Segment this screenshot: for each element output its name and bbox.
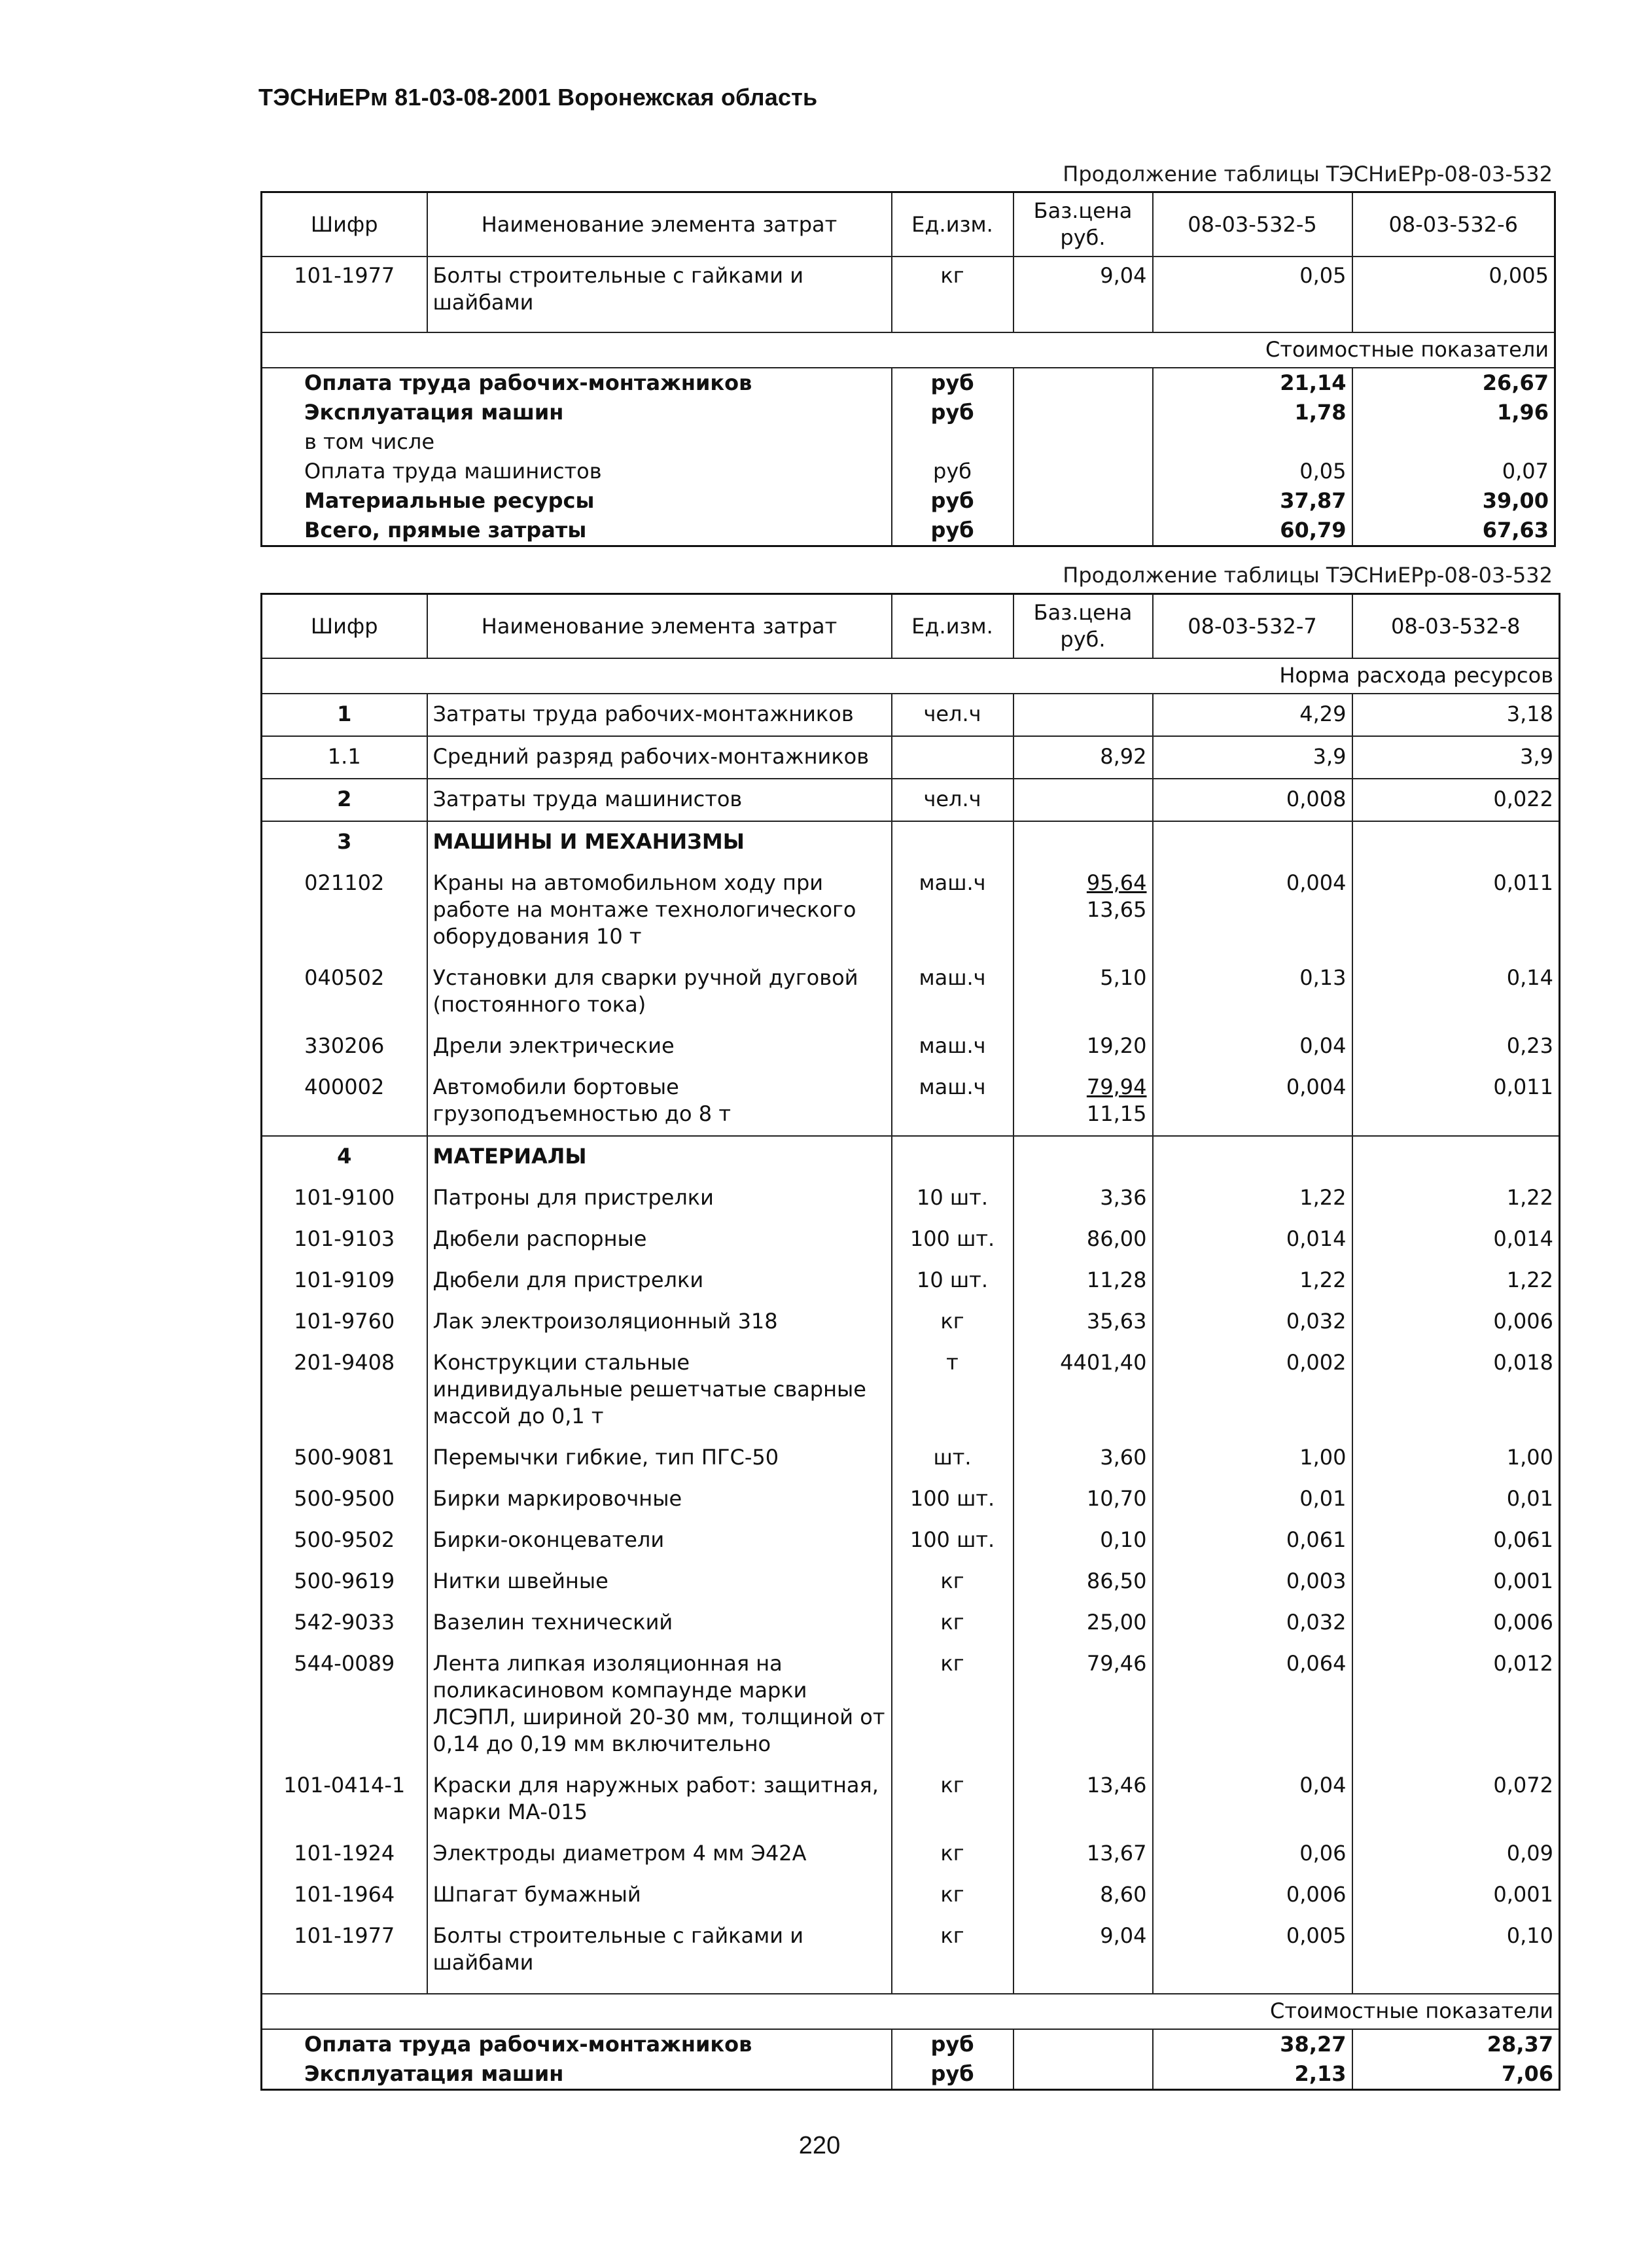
row-value-a: 0,008 (1153, 779, 1352, 821)
row-unit: маш.ч (892, 863, 1013, 958)
row-code: 4 (262, 1136, 427, 1178)
base-price-value: 95,64 (1086, 870, 1147, 895)
row-name: Лак электроизоляционный 318 (427, 1302, 892, 1343)
row-value-b: 0,006 (1493, 1309, 1553, 1334)
row-unit: маш.ч (892, 1067, 1013, 1136)
row-unit: чел.ч (892, 779, 1013, 821)
row-value-b: 0,23 (1506, 1033, 1553, 1058)
row-unit: маш.ч (892, 1026, 1013, 1067)
row-base-price (1013, 1916, 1153, 1984)
row-value-b: 0,072 (1493, 1773, 1553, 1798)
row-value-b: 3,9 (1352, 736, 1560, 779)
table-row (262, 1644, 1560, 1765)
row-unit: чел.ч (892, 694, 1013, 736)
row-value-a: 0,032 (1153, 1302, 1352, 1343)
row-value-a: 0,002 (1153, 1343, 1352, 1438)
row-name: Дрели электрические (427, 1026, 892, 1067)
cost-base-price (1013, 2059, 1153, 2090)
row-value-a: 1,22 (1153, 1260, 1352, 1302)
base-price-value: 79,46 (1086, 1651, 1147, 1676)
row-value-a: 0,004 (1153, 863, 1352, 958)
row-value-a: 1,22 (1153, 1178, 1352, 1219)
row-name: Средний разряд рабочих-монтажников (427, 736, 892, 779)
row-unit: 100 шт. (892, 1479, 1013, 1520)
cost-row (262, 486, 1555, 516)
cost-row (262, 427, 1555, 457)
row-value-a: 0,04 (1153, 1026, 1352, 1067)
row-code: 101-1977 (262, 257, 427, 332)
row-code: 101-1977 (262, 1916, 427, 1984)
cost-value-a: 21,14 (1153, 368, 1352, 398)
table-row (262, 958, 1560, 1026)
section-cost-label: Стоимостные показатели (262, 332, 1555, 368)
row-value-b: 0,001 (1493, 1568, 1553, 1593)
row-base-price (1013, 1765, 1153, 1834)
section-row (262, 658, 1560, 694)
row-name: Бирки-оконцеватели (427, 1520, 892, 1561)
section-row (262, 332, 1555, 368)
row-name: Бирки маркировочные (427, 1479, 892, 1520)
row-name: Нитки швейные (427, 1561, 892, 1603)
row-name: Конструкции стальные индивидуальные решетчатые сварные массой до 0,1 т (427, 1343, 892, 1438)
base-price-value: 11,28 (1086, 1267, 1147, 1292)
cost-value-b: 28,37 (1352, 2029, 1560, 2059)
row-base-price (1013, 1520, 1153, 1561)
table-row (262, 779, 1560, 821)
table-row (262, 1520, 1560, 1561)
base-price-value: 19,20 (1086, 1033, 1147, 1058)
row-unit: 100 шт. (892, 1219, 1013, 1260)
row-value-b: 0,001 (1493, 1882, 1553, 1907)
spacer-cell (1352, 1984, 1560, 1994)
row-base-price (1013, 694, 1153, 736)
cost-base-price (1013, 457, 1153, 486)
cost-name: в том числе (262, 427, 892, 457)
row-base-price (1013, 1479, 1153, 1520)
header-base-price: Баз.цена руб. (1013, 192, 1153, 257)
row-value-a: 3,9 (1153, 736, 1352, 779)
spacer-cell (427, 1984, 892, 1994)
row-code: 201-9408 (262, 1343, 427, 1438)
row-name: Вазелин технический (427, 1603, 892, 1644)
row-code: 101-9109 (262, 1260, 427, 1302)
row-value-b: 0,018 (1493, 1350, 1553, 1375)
row-value-b: 0,022 (1352, 779, 1560, 821)
row-value-b: 1,22 (1506, 1185, 1553, 1210)
cost-name: Эксплуатация машин (262, 2059, 892, 2090)
cost-name: Эксплуатация машин (262, 398, 892, 427)
table-row (262, 1302, 1560, 1343)
cost-name: Материальные ресурсы (262, 486, 892, 516)
row-value-b (1352, 1136, 1560, 1178)
base-price-value: 4401,40 (1060, 1350, 1147, 1375)
row-unit: кг (892, 1561, 1013, 1603)
row-name: Дюбели распорные (427, 1219, 892, 1260)
row-name: Дюбели для пристрелки (427, 1260, 892, 1302)
header-unit: Ед.изм. (892, 192, 1013, 257)
row-code: 101-0414-1 (262, 1765, 427, 1834)
row-code: 544-0089 (262, 1644, 427, 1765)
header-col-a: 08-03-532-5 (1153, 192, 1352, 257)
page-number: 220 (798, 2132, 841, 2159)
table-row (262, 257, 1555, 332)
row-base-price (1013, 1561, 1153, 1603)
row-value-a (1153, 1136, 1352, 1178)
row-code: 101-1924 (262, 1834, 427, 1875)
cost-row (262, 398, 1555, 427)
cost-row (262, 2059, 1560, 2090)
row-value-b: 0,014 (1493, 1226, 1553, 1251)
row-value-a: 0,064 (1153, 1644, 1352, 1765)
row-code: 1.1 (262, 736, 427, 779)
row-name: Электроды диаметром 4 мм Э42А (427, 1834, 892, 1875)
row-name: Краны на автомобильном ходу при работе на монтаже технологического оборудования 10 т (427, 863, 892, 958)
base-price-value: 8,60 (1100, 1882, 1147, 1907)
cost-unit: руб (892, 2029, 1013, 2059)
row-name: Затраты труда машинистов (427, 779, 892, 821)
row-unit: шт. (892, 1438, 1013, 1479)
spacer-row (262, 1984, 1560, 1994)
cost-value-a: 37,87 (1153, 486, 1352, 516)
row-unit: кг (892, 257, 1013, 332)
base-price-value: 8,92 (1100, 744, 1147, 769)
row-unit: кг (892, 1916, 1013, 1984)
row-value-b: 0,061 (1493, 1527, 1553, 1552)
row-value-a: 0,01 (1153, 1479, 1352, 1520)
header-base-price: Баз.цена руб. (1013, 594, 1153, 659)
row-base-price (1013, 1178, 1153, 1219)
row-code: 330206 (262, 1026, 427, 1067)
row-value-b: 0,011 (1493, 1074, 1553, 1099)
table-caption: Продолжение таблицы ТЭСНиЕРр-08-03-532 (1063, 162, 1553, 186)
cost-row (262, 368, 1555, 398)
row-value-a: 0,004 (1153, 1067, 1352, 1136)
cost-value-b: 67,63 (1482, 518, 1549, 542)
row-value-a: 4,29 (1153, 694, 1352, 736)
table-row (262, 694, 1560, 736)
row-base-price (1013, 1260, 1153, 1302)
row-value-b: 1,22 (1506, 1267, 1553, 1292)
cost-value-b: 39,00 (1482, 488, 1549, 513)
cost-value-b (1352, 427, 1555, 457)
row-value-b: 0,005 (1489, 263, 1549, 288)
row-value-a: 0,003 (1153, 1561, 1352, 1603)
cost-unit: руб (892, 457, 1013, 486)
row-unit: т (892, 1343, 1013, 1438)
row-unit: кг (892, 1302, 1013, 1343)
spacer-cell (892, 1984, 1013, 1994)
resource-table-2 (260, 593, 1560, 2091)
cost-unit: руб (892, 516, 1013, 546)
base-price-value: 3,36 (1100, 1185, 1147, 1210)
table-row (262, 821, 1560, 863)
cost-name: Всего, прямые затраты (262, 516, 892, 546)
base-price-value: 25,00 (1086, 1610, 1147, 1635)
cost-base-price (1013, 2029, 1153, 2059)
header-code: Шифр (262, 192, 427, 257)
base-price-value: 86,00 (1086, 1226, 1147, 1251)
row-unit: кг (892, 1644, 1013, 1765)
header-name: Наименование элемента затрат (427, 192, 892, 257)
cost-base-price (1013, 516, 1153, 546)
table-row (262, 1603, 1560, 1644)
cost-base-price (1013, 398, 1153, 427)
row-code: 2 (262, 779, 427, 821)
table-row (262, 1916, 1560, 1984)
row-base-price: 9,04 (1013, 257, 1153, 332)
table-row (262, 1834, 1560, 1875)
row-name: МАШИНЫ И МЕХАНИЗМЫ (427, 821, 892, 863)
row-name: Установки для сварки ручной дуговой (постоянного тока) (427, 958, 892, 1026)
base-price-wages: 11,15 (1086, 1101, 1147, 1126)
spacer-cell (1153, 1984, 1352, 1994)
spacer-cell (262, 1984, 427, 1994)
base-price-wages: 13,65 (1086, 897, 1147, 922)
row-unit: кг (892, 1765, 1013, 1834)
row-unit: кг (892, 1834, 1013, 1875)
base-price-value: 3,60 (1100, 1445, 1147, 1470)
row-base-price (1013, 1343, 1153, 1438)
table-row (262, 1479, 1560, 1520)
row-base-price (1013, 779, 1153, 821)
header-col-b: 08-03-532-8 (1352, 594, 1560, 659)
row-base-price (1013, 1834, 1153, 1875)
cost-value-a: 60,79 (1153, 516, 1352, 546)
cost-value-a: 1,78 (1153, 398, 1352, 427)
table-row (262, 1343, 1560, 1438)
row-name: Шпагат бумажный (427, 1875, 892, 1916)
row-value-b: 0,14 (1506, 965, 1553, 990)
table-row (262, 1765, 1560, 1834)
table-row (262, 1260, 1560, 1302)
cost-value-b: 26,67 (1352, 368, 1555, 398)
cost-row (262, 457, 1555, 486)
header-col-b: 08-03-532-6 (1352, 192, 1555, 257)
row-code: 400002 (262, 1067, 427, 1136)
section-row (262, 1994, 1560, 2029)
row-name: Затраты труда рабочих-монтажников (427, 694, 892, 736)
row-value-a: 0,006 (1153, 1875, 1352, 1916)
table-caption: Продолжение таблицы ТЭСНиЕРр-08-03-532 (1063, 563, 1553, 588)
row-name: Болты строительные с гайками и шайбами (427, 257, 892, 332)
row-base-price (1013, 1219, 1153, 1260)
table-row (262, 736, 1560, 779)
row-value-a (1153, 821, 1352, 863)
row-value-b: 3,18 (1352, 694, 1560, 736)
base-price-value: 10,70 (1086, 1486, 1147, 1511)
row-unit: 10 шт. (892, 1178, 1013, 1219)
cost-name: Оплата труда рабочих-монтажников (262, 368, 892, 398)
row-name: Лента липкая изоляционная на поликасиновом компаунде марки ЛСЭПЛ, шириной 20-30 мм, толщиной от 0,14 до 0,19 мм включительно (427, 1644, 892, 1765)
row-name: Патроны для пристрелки (427, 1178, 892, 1219)
row-code: 101-9100 (262, 1178, 427, 1219)
row-code: 1 (262, 694, 427, 736)
row-value-b: 0,012 (1493, 1651, 1553, 1676)
row-name: Болты строительные с гайками и шайбами (427, 1916, 892, 1984)
header-col-a: 08-03-532-7 (1153, 594, 1352, 659)
cost-unit: руб (892, 398, 1013, 427)
row-code: 021102 (262, 863, 427, 958)
row-value-b: 0,011 (1493, 870, 1553, 895)
row-name: Перемычки гибкие, тип ПГС-50 (427, 1438, 892, 1479)
row-code: 500-9502 (262, 1520, 427, 1561)
cost-value-a: 0,05 (1153, 457, 1352, 486)
base-price-value: 5,10 (1100, 965, 1147, 990)
table-row (262, 1026, 1560, 1067)
table-row (262, 863, 1560, 958)
table-row (262, 1219, 1560, 1260)
row-base-price (1013, 1603, 1153, 1644)
cost-unit (892, 427, 1013, 457)
row-code: 500-9081 (262, 1438, 427, 1479)
row-value-a: 0,13 (1153, 958, 1352, 1026)
row-name: Краски для наружных работ: защитная, марки МА-015 (427, 1765, 892, 1834)
row-base-price (1013, 863, 1153, 958)
cost-value-a: 2,13 (1153, 2059, 1352, 2090)
table-row (262, 1875, 1560, 1916)
base-price-value: 35,63 (1086, 1309, 1147, 1334)
table-row (262, 1136, 1560, 1178)
cost-row (262, 516, 1555, 546)
row-value-b: 0,01 (1506, 1486, 1553, 1511)
row-value-b: 0,10 (1506, 1923, 1553, 1948)
cost-base-price (1013, 486, 1153, 516)
row-value-a: 0,061 (1153, 1520, 1352, 1561)
row-unit: кг (892, 1603, 1013, 1644)
row-code: 3 (262, 821, 427, 863)
row-base-price (1013, 1438, 1153, 1479)
row-value-a: 0,032 (1153, 1603, 1352, 1644)
base-price-value: 13,67 (1086, 1841, 1147, 1866)
spacer-cell (1013, 1984, 1153, 1994)
header-code: Шифр (262, 594, 427, 659)
cost-row (262, 2029, 1560, 2059)
cost-value-b: 7,06 (1502, 2061, 1553, 2086)
row-value-b: 0,006 (1493, 1610, 1553, 1635)
section-cost-label: Стоимостные показатели (262, 1994, 1560, 2029)
row-base-price (1013, 1026, 1153, 1067)
base-price-value: 0,10 (1100, 1527, 1147, 1552)
cost-name: Оплата труда машинистов (262, 457, 892, 486)
cost-base-price (1013, 368, 1153, 398)
row-base-price (1013, 1875, 1153, 1916)
table-row (262, 1438, 1560, 1479)
cost-value-b: 1,96 (1497, 400, 1549, 425)
row-base-price (1013, 1644, 1153, 1765)
resource-table-1 (260, 191, 1556, 547)
row-value-a: 0,06 (1153, 1834, 1352, 1875)
row-value-a: 0,04 (1153, 1765, 1352, 1834)
row-value-a: 0,014 (1153, 1219, 1352, 1260)
row-value-b (1352, 821, 1560, 863)
row-value-a: 0,05 (1153, 257, 1352, 332)
row-base-price (1013, 736, 1153, 779)
row-code: 101-9103 (262, 1219, 427, 1260)
row-code: 500-9619 (262, 1561, 427, 1603)
row-name: МАТЕРИАЛЫ (427, 1136, 892, 1178)
cost-value-a (1153, 427, 1352, 457)
page-header: ТЭСНиЕРм 81-03-08-2001 Воронежская область (258, 84, 818, 111)
header-name: Наименование элемента затрат (427, 594, 892, 659)
row-base-price (1013, 1067, 1153, 1136)
row-base-price (1013, 958, 1153, 1026)
row-code: 101-9760 (262, 1302, 427, 1343)
row-unit (892, 1136, 1013, 1178)
row-value-b: 1,00 (1506, 1445, 1553, 1470)
row-base-price (1013, 1302, 1153, 1343)
cost-unit: руб (892, 486, 1013, 516)
row-unit: маш.ч (892, 958, 1013, 1026)
row-unit (892, 821, 1013, 863)
base-price-value: 13,46 (1086, 1773, 1147, 1798)
base-price-value: 9,04 (1100, 1923, 1147, 1948)
cost-name: Оплата труда рабочих-монтажников (262, 2029, 892, 2059)
row-code: 500-9500 (262, 1479, 427, 1520)
table-row (262, 1067, 1560, 1136)
table-row (262, 1561, 1560, 1603)
row-unit: 100 шт. (892, 1520, 1013, 1561)
row-base-price (1013, 1136, 1153, 1178)
row-code: 542-9033 (262, 1603, 427, 1644)
row-value-a: 1,00 (1153, 1438, 1352, 1479)
row-code: 101-1964 (262, 1875, 427, 1916)
row-unit: 10 шт. (892, 1260, 1013, 1302)
cost-base-price (1013, 427, 1153, 457)
base-price-value: 86,50 (1086, 1568, 1147, 1593)
cost-value-a: 38,27 (1153, 2029, 1352, 2059)
row-value-b: 0,09 (1506, 1841, 1553, 1866)
row-value-a: 0,005 (1153, 1916, 1352, 1984)
section-norm-label: Норма расхода ресурсов (262, 658, 1560, 694)
cost-unit: руб (892, 2059, 1013, 2090)
row-name: Автомобили бортовые грузоподъемностью до 8 т (427, 1067, 892, 1136)
row-base-price (1013, 821, 1153, 863)
table-row (262, 1178, 1560, 1219)
row-unit: кг (892, 1875, 1013, 1916)
base-price-value: 79,94 (1086, 1074, 1147, 1099)
row-code: 040502 (262, 958, 427, 1026)
cost-unit: руб (892, 368, 1013, 398)
header-unit: Ед.изм. (892, 594, 1013, 659)
cost-value-b: 0,07 (1502, 459, 1549, 484)
row-unit (892, 736, 1013, 779)
